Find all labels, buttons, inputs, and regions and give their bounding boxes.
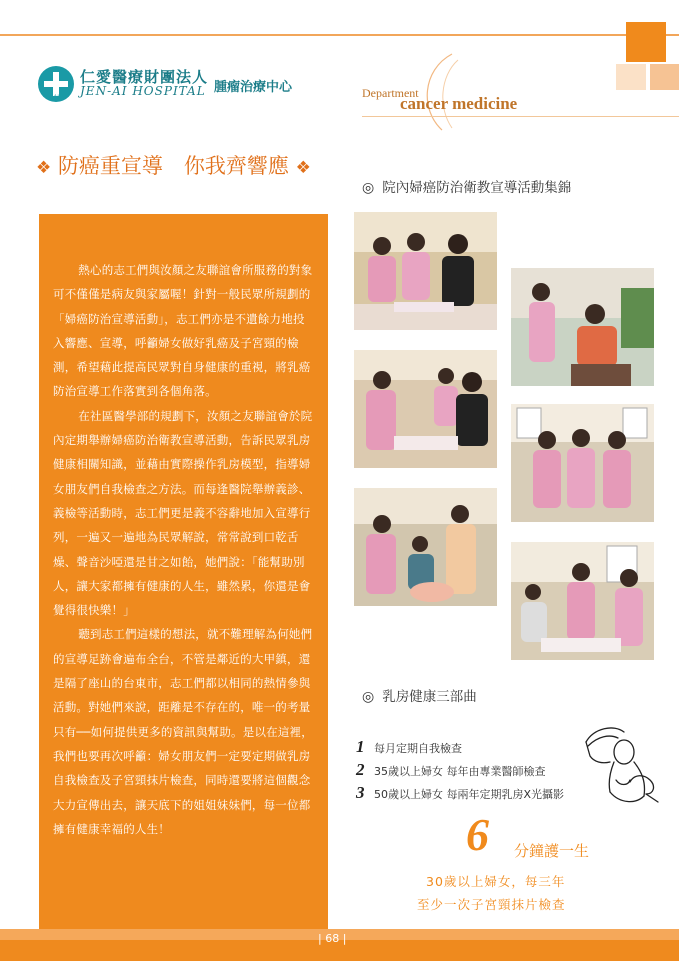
hospital-cross-icon xyxy=(38,66,74,102)
article-paragraph-3: 聽到志工們這樣的想法，就不難理解為何她們的宣導足跡會遍布全台，不管是鄰近的大甲鎮，還是隔了座山的台東市，志工們都以相同的熱情參與活動。對她們來說，距離是不存在的，唯一的考量只有──如何提供更多的資訊與幫助。是以在這裡，我們也要再次呼籲：婦女朋友們一定要定期做乳房自我檢查及子宮頸抹片檢查，同時還要將這個觀念大力宣傳出去，讓天底下的姐姐妹妹們，每一位都擁有健康幸福的人生！ xyxy=(53,627,313,836)
pap-label: 分鐘護一生 xyxy=(514,842,590,860)
step-item-2 xyxy=(356,760,546,780)
self-exam-illustration-icon xyxy=(580,722,662,814)
article-paragraph-2: 在社區醫學部的規劃下，汝顏之友聯誼會於院內定期舉辦婦癌防治衛教宣導活動，告訴民眾乳房健康相關知識，並藉由實際操作乳房模型，指導婦女朋友們自我檢查之方法。而每逢醫院舉辦義診、義檢等活動時，志工們更是義不容辭地加入宣導行列，一遍又一遍地為民眾解說，常常說到口乾舌燥、聲音沙啞還是甘之如飴，她們說：「能幫助別人，讓大家都擁有健康的人生，雖然累，你還是會覺得很快樂！」 xyxy=(53,408,313,618)
pap-line-2: 至少一次子宮頸抹片檢查 xyxy=(417,897,566,912)
department-en-line2: cancer medicine xyxy=(400,94,518,113)
step-text-1: 每月定期自我檢查 xyxy=(374,742,462,755)
department-name-cn: 腫瘤治療中心 xyxy=(214,80,293,95)
page-number: | 68 | xyxy=(318,932,347,945)
pap-line-1: 30歲以上婦女，每三年 xyxy=(426,874,566,889)
activity-photo-3 xyxy=(354,350,497,468)
activity-photo-5 xyxy=(354,488,497,606)
breast-health-bullet-icon: ◎ xyxy=(362,689,375,705)
step-number-2: 2 xyxy=(356,760,365,779)
gallery-heading-text: 院內婦癌防治衛教宣導活動集錦 xyxy=(382,180,572,196)
corner-square-light xyxy=(616,64,646,90)
step-item-3 xyxy=(356,783,564,803)
title-right-diamond-icon: ❖ xyxy=(295,158,311,178)
step-item-1 xyxy=(356,737,462,757)
step-number-1: 1 xyxy=(356,737,365,756)
corner-square-dark xyxy=(626,22,666,62)
breast-health-heading xyxy=(362,685,477,705)
hospital-logo xyxy=(38,66,74,102)
step-text-2: 35歲以上婦女 每年由專業醫師檢查 xyxy=(374,765,546,778)
activity-photo-6 xyxy=(511,542,654,660)
logo-mark-text: JAH xyxy=(50,95,62,101)
step-text-3: 50歲以上婦女 每兩年定期乳房X光攝影 xyxy=(374,788,565,801)
activity-photo-4 xyxy=(511,404,654,522)
breast-health-heading-text: 乳房健康三部曲 xyxy=(382,689,477,705)
page-title xyxy=(36,150,311,180)
step-number-3: 3 xyxy=(356,783,365,802)
gallery-bullet-icon: ◎ xyxy=(362,180,375,196)
activity-photo-1 xyxy=(354,212,497,330)
top-rule xyxy=(0,34,679,36)
department-rule xyxy=(362,116,679,117)
hospital-name-en: JEN-AI HOSPITAL xyxy=(80,84,206,98)
pap-big-number: 6 xyxy=(466,809,489,860)
gallery-heading xyxy=(362,176,571,196)
activity-photo-2 xyxy=(511,268,654,386)
hospital-name-cn: 仁愛醫療財團法人 xyxy=(80,68,209,86)
article-panel xyxy=(39,214,328,934)
page-title-text: 防癌重宣導 你我齊響應 xyxy=(57,154,289,178)
article-body xyxy=(53,258,315,841)
department-en-line1: Department xyxy=(362,86,419,100)
title-left-diamond-icon: ❖ xyxy=(36,158,52,178)
corner-square-mid xyxy=(650,64,679,90)
article-paragraph-1: 熱心的志工們與汝顏之友聯誼會所服務的對象可不僅僅是病友與家屬喔！針對一般民眾所規劃的「婦癌防治宣導活動」，志工們亦是不遺餘力地投入響應、宣導，呼籲婦女做好乳癌及子宮頸的檢測，希望藉此提高民眾對自身健康的重視，將乳癌防治宣導工作落實到各個角落。 xyxy=(53,263,313,399)
swirl-decoration-icon xyxy=(412,50,472,134)
